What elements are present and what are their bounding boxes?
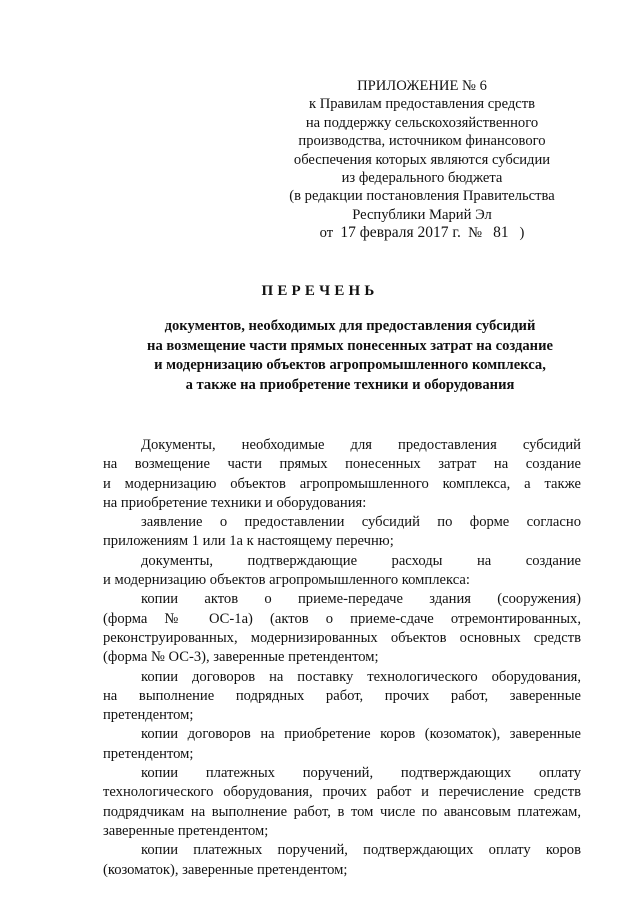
annex-line: из федерального бюджета: [341, 170, 503, 187]
body-line: заявление о предоставлении субсидий по форме согласно: [141, 514, 581, 531]
body-line: технологического оборудования, прочих работ и перечисление средств: [103, 784, 581, 801]
body-line: заверенные претендентом;: [103, 822, 269, 839]
document-title: ПЕРЕЧЕНЬ: [261, 283, 379, 299]
document-subtitle: [110, 317, 590, 395]
body-line: копии договоров на поставку технологического оборудования,: [141, 668, 581, 685]
date-prefix: от: [319, 225, 334, 242]
close-paren: ): [519, 225, 525, 242]
annex-date-line: [262, 224, 582, 242]
body-line: на возмещение части прямых понесенных затрат на создание: [103, 456, 581, 473]
body-line: реконструированных, модернизированных объектов основных средств: [103, 629, 581, 646]
body-line: на выполнение подрядных работ, прочих работ, заверенные: [103, 687, 581, 704]
body-line: копии договоров на приобретение коров (козоматок), заверенные: [141, 726, 581, 743]
body-line: (форма № ОС-3), заверенные претендентом;: [103, 649, 379, 666]
subtitle-line: и модернизацию объектов агропромышленного комплекса,: [154, 357, 546, 374]
body-line: приложениям 1 или 1а к настоящему перечню;: [103, 533, 394, 550]
body-line: (форма № ОС-1а) (актов о приеме-сдаче отремонтированных,: [103, 610, 581, 627]
number-prefix: №: [468, 225, 483, 242]
date-value: 17 февраля 2017 г.: [340, 224, 461, 242]
body-line: претендентом;: [103, 707, 194, 724]
document-body: [103, 436, 581, 880]
annex-line: к Правилам предоставления средств: [308, 96, 536, 113]
subtitle-line: документов, необходимых для предоставления субсидий: [164, 318, 536, 334]
annex-title: ПРИЛОЖЕНИЕ № 6: [357, 78, 487, 94]
body-line: на приобретение техники и оборудования:: [103, 494, 367, 511]
annex-line: обеспечения которых являются субсидии: [293, 151, 551, 168]
body-line: копии актов о приеме-передаче здания (сооружения): [141, 591, 581, 608]
body-line: (козоматок), заверенные претендентом;: [103, 861, 348, 878]
body-line: и модернизацию объектов агропромышленного комплекса:: [103, 572, 470, 589]
body-line: копии платежных поручений, подтверждающих оплату: [141, 765, 581, 782]
annex-line: Республики Марий Эл: [352, 206, 492, 223]
number-value: 81: [493, 224, 509, 242]
annex-line: на поддержку сельскохозяйственного: [305, 114, 539, 131]
body-line: копии платежных поручений, подтверждающих оплату коров: [141, 842, 581, 859]
body-line: документы, подтверждающие расходы на создание: [141, 552, 581, 569]
subtitle-line: на возмещение части прямых понесенных затрат на создание: [147, 337, 553, 354]
annex-line: (в редакции постановления Правительства: [289, 188, 555, 205]
subtitle-line: а также на приобретение техники и оборудования: [185, 376, 515, 393]
body-line: Документы, необходимые для предоставления субсидий: [141, 437, 581, 453]
body-line: подрядчикам на выполнение работ, в том числе по авансовым платежам,: [103, 803, 581, 820]
body-line: претендентом;: [103, 745, 194, 762]
annex-line: производства, источником финансового: [298, 133, 546, 150]
annex-header: [262, 77, 582, 243]
body-line: и модернизацию объектов агропромышленного комплекса, а также: [103, 475, 581, 492]
